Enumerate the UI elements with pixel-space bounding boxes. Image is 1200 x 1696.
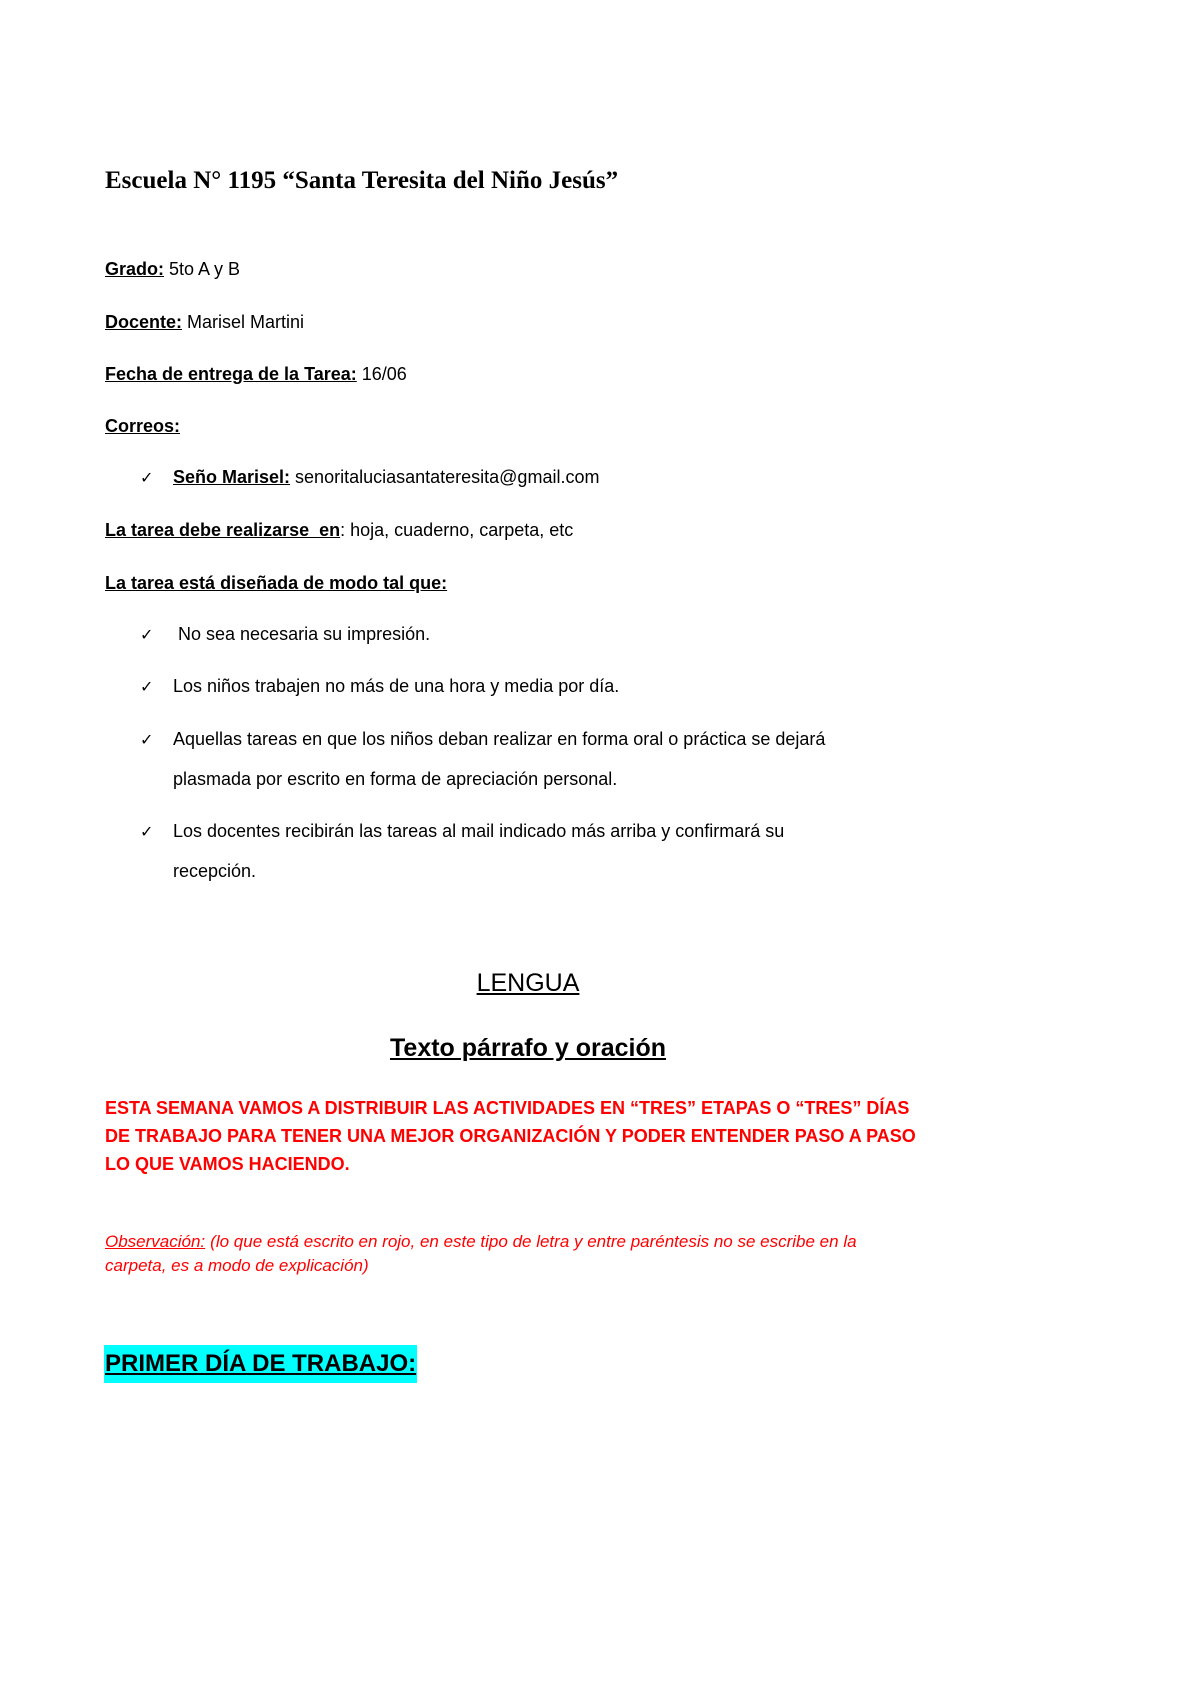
due-date-label: Fecha de entrega de la Tarea: [105,364,357,384]
grade-label: Grado: [105,259,165,279]
notice-line: ESTA SEMANA VAMOS A DISTRIBUIR LAS ACTIVIDADES EN “TRES” ETAPAS O “TRES” DÍAS [105,1098,910,1118]
day-heading [104,1345,417,1383]
day-heading-text: PRIMER DÍA DE TRABAJO: [105,1350,417,1377]
observation-label: Observación: [105,1232,206,1251]
due-date-row [105,361,407,387]
observation-paragraph [105,1230,857,1278]
emails-heading [105,413,180,439]
medium-value: : hoja, cuaderno, carpeta, etc [340,520,574,540]
subject-title: LENGUA [476,969,580,997]
requirement-text-continued: plasmada por escrito en forma de apreciación personal. [173,769,618,789]
teacher-value: Marisel Martini [187,312,305,332]
observation-line [105,1230,857,1254]
requirement-text: Los niños trabajen no más de una hora y media por día. [173,676,620,696]
topic-title: Texto párrafo y oración [390,1034,666,1062]
school-title: Escuela N° 1195 “Santa Teresita del Niño Jesús” [105,167,619,194]
design-heading [105,570,447,596]
due-date-value: 16/06 [361,364,407,384]
teacher-row [105,309,304,335]
notice-line: LO QUE VAMOS HACIENDO. [105,1154,350,1174]
design-label: La tarea está diseñada de modo tal que: [105,573,448,593]
requirement-text: No sea necesaria su impresión. [178,624,431,644]
checkmark-icon [140,819,173,845]
teacher-label: Docente: [105,312,183,332]
email-address: senoritaluciasantateresita@gmail.com [295,467,600,487]
emails-label: Correos: [105,416,181,436]
grade-row [105,256,240,282]
requirement-text: Aquellas tareas en que los niños deban realizar en forma oral o práctica se dejará [173,729,826,749]
medium-label: La tarea debe realizarse en [105,520,341,540]
medium-row [105,517,573,543]
observation-text-continued: carpeta, es a modo de explicación) [105,1256,369,1275]
email-owner-label: Seño Marisel: [173,467,291,487]
checkmark-icon [140,674,173,700]
notice-paragraph [105,1094,916,1178]
requirement-text-continued: recepción. [173,861,257,881]
observation-text: (lo que está escrito en rojo, en este tipo de letra y entre paréntesis no se escribe en la [210,1232,857,1251]
requirement-item [140,726,825,753]
email-row [140,464,599,491]
grade-value: 5to A y B [169,259,241,279]
checkmark-icon [140,727,173,753]
requirement-text: Los docentes recibirán las tareas al mail indicado más arriba y confirmará su [173,821,785,841]
requirement-item [140,621,430,648]
notice-line: DE TRABAJO PARA TENER UNA MEJOR ORGANIZACIÓN Y PODER ENTENDER PASO A PASO [105,1126,916,1146]
checkmark-icon [140,622,173,648]
checkmark-icon [140,465,173,491]
requirement-item [140,818,784,845]
requirement-item [140,673,619,700]
